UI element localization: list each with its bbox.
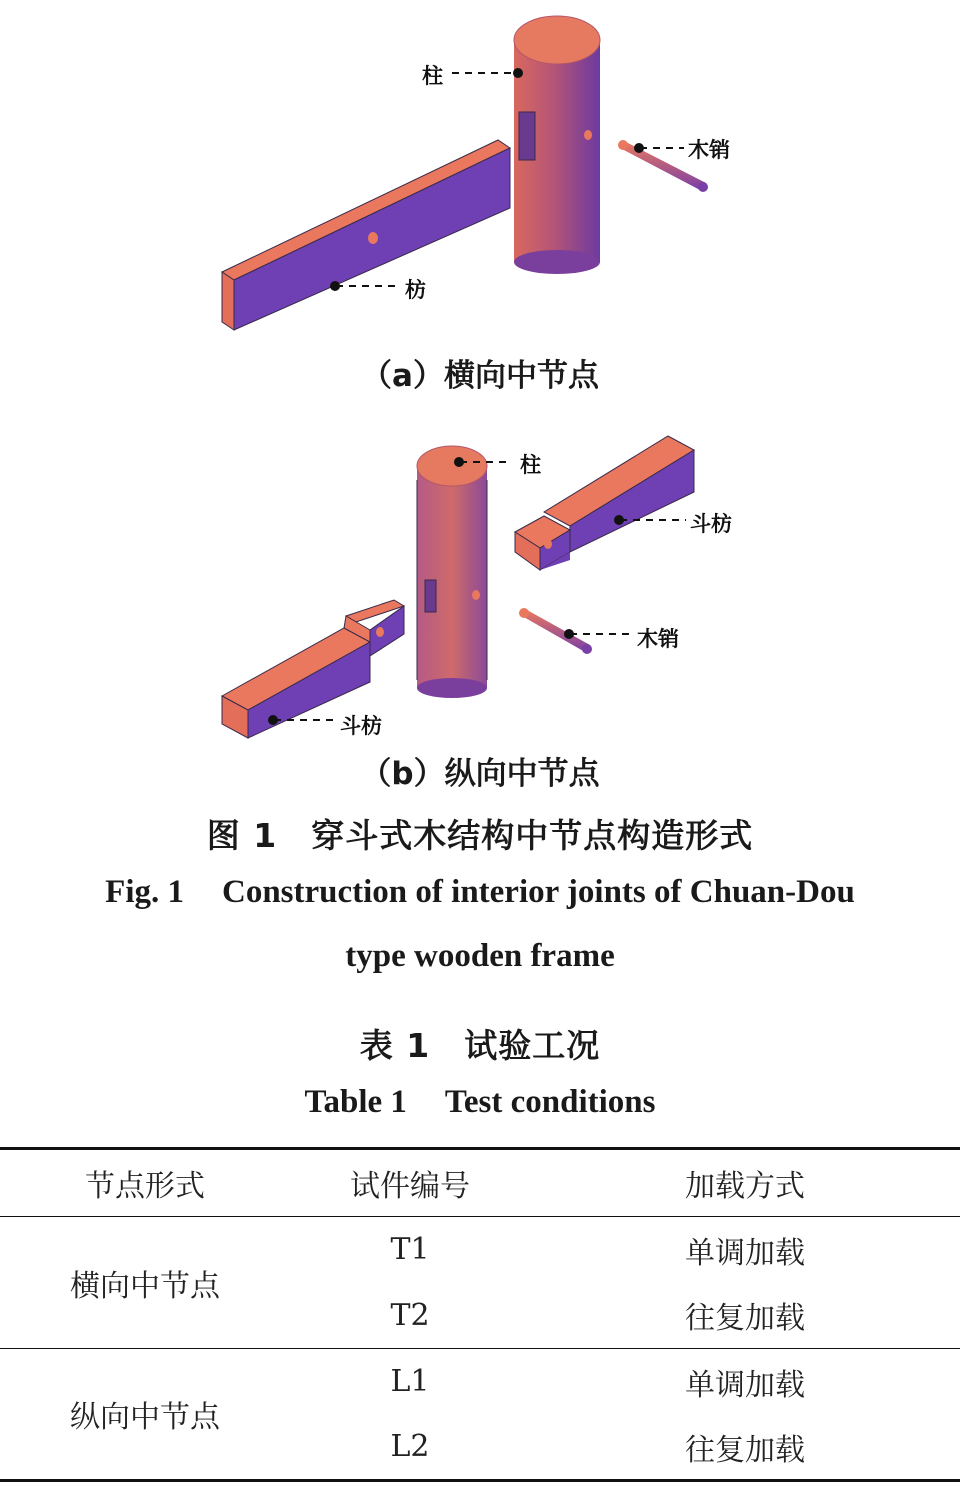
test-conditions-table <box>0 1147 960 1482</box>
table-caption-en <box>0 1084 960 1121</box>
figure-title-en-line1: Construction of interior joints of Chuan-Dou <box>221 874 855 910</box>
table-number-en: Table 1 <box>304 1084 407 1120</box>
joint-type-cell: 纵向中节点 <box>0 1349 290 1481</box>
label-column-b: 柱 <box>520 453 541 477</box>
specimen-id-cell: T1 <box>390 1232 430 1268</box>
specimen-id-cell: L2 <box>290 1415 530 1481</box>
label-beam-b-right: 斗枋 <box>690 512 732 536</box>
table-row <box>0 1217 960 1283</box>
figure-number-en: Fig. 1 <box>105 874 184 910</box>
figure-title-en-line2: type wooden frame <box>345 938 615 974</box>
loading-cell: 单调加载 <box>685 1367 805 1403</box>
label-pin-b: 木销 <box>637 627 679 651</box>
figure-a-drawing <box>0 0 960 340</box>
specimen-id-cell: T2 <box>290 1283 530 1349</box>
table-title-cn: 试验工况 <box>464 1026 601 1065</box>
table-caption-cn <box>0 1020 960 1067</box>
loading-cell: 往复加载 <box>530 1415 960 1481</box>
loading-cell: 单调加载 <box>685 1235 805 1271</box>
figure-b <box>0 420 960 750</box>
figure-b-caption: （b）纵向中节点 <box>360 756 600 792</box>
table-title-en: Test conditions <box>444 1084 656 1120</box>
figure-a <box>0 0 960 340</box>
figure-caption-en <box>0 874 960 911</box>
beam-a <box>222 140 510 330</box>
figure-a-caption: （a）横向中节点 <box>361 358 599 394</box>
pin-b <box>519 608 592 654</box>
column-a <box>514 16 600 274</box>
label-beam-a: 枋 <box>405 278 426 302</box>
header-specimen-id: 试件编号 <box>290 1149 530 1217</box>
table-header-row <box>0 1149 960 1217</box>
beam-b-right <box>515 436 694 570</box>
figure-number-cn: 图 1 <box>206 816 278 855</box>
table-number-cn: 表 1 <box>359 1026 431 1065</box>
header-joint-type: 节点形式 <box>0 1149 290 1217</box>
figure-caption-cn <box>0 810 960 857</box>
label-beam-b-left: 斗枋 <box>340 714 382 738</box>
label-column-a: 柱 <box>422 64 443 88</box>
specimen-id-cell: L1 <box>390 1364 430 1400</box>
label-pin-a: 木销 <box>688 138 730 162</box>
header-loading: 加载方式 <box>530 1149 960 1217</box>
joint-type-cell: 横向中节点 <box>0 1217 290 1349</box>
figure-title-cn: 穿斗式木结构中节点构造形式 <box>311 816 754 855</box>
loading-cell: 往复加载 <box>530 1283 960 1349</box>
figure-b-drawing <box>0 420 960 750</box>
table-row <box>0 1349 960 1415</box>
column-b <box>417 446 487 698</box>
